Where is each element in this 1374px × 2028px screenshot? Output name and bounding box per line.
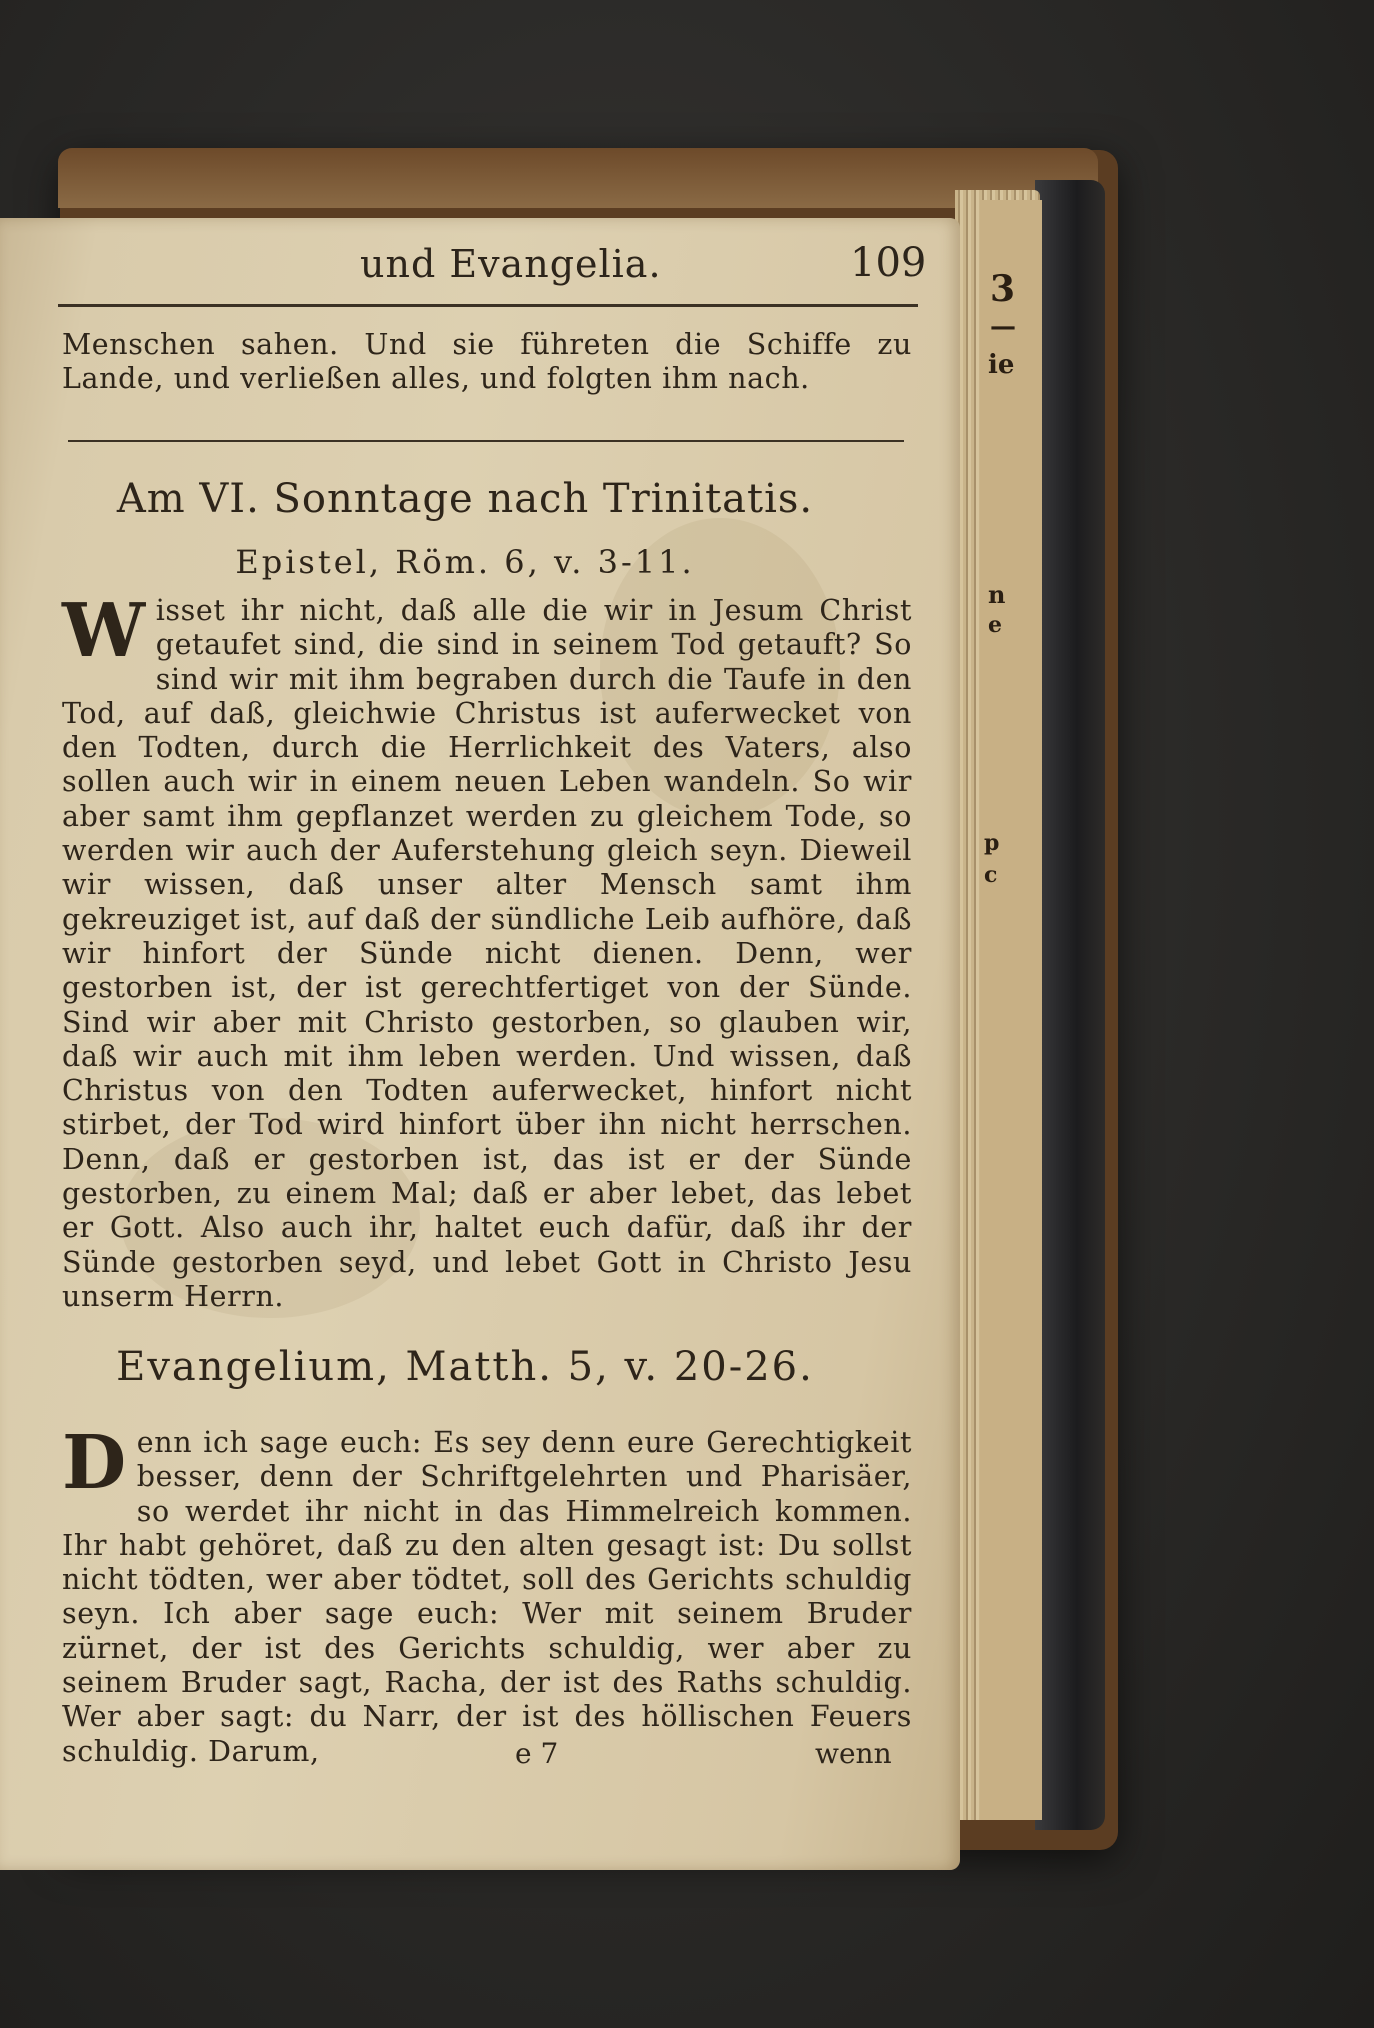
section-divider xyxy=(68,440,904,442)
opening-paragraph: Menschen sahen. Und sie führeten die Schiffe zu Lande, und verließen alles, und folgten ihm nach. xyxy=(62,328,912,396)
gospel-drop-cap: D xyxy=(62,1420,127,1506)
section-title: Am VI. Sonntage nach Trinitatis. xyxy=(116,476,814,522)
next-page-fragment: n xyxy=(988,580,1006,609)
next-page-fragment: ie xyxy=(988,350,1015,380)
signature-mark: e 7 xyxy=(515,1737,559,1770)
epistle-drop-cap: W xyxy=(62,588,146,674)
page-number: 109 xyxy=(850,240,927,286)
next-page-strip xyxy=(980,200,1042,1820)
epistle-paragraph xyxy=(62,588,912,1314)
epistle-text: isset ihr nicht, daß alle die wir in Jesum Christ getaufet sind, die sind in seinem Tod getauft? So sind wir mit ihm begraben durch die Taufe in den Tod, auf daß, gleichwie Christus ist auferwecket von den Todten, durch die Herrlichkeit des Vaters, also sollen auch wir in einem neuen Leben wandeln. So wir aber samt ihm gepflanzet werden zu gleichem Tode, so werden wir auch der Auferstehung gleich seyn. Dieweil wir wissen, daß unser alter Mensch samt ihm gekreuziget ist, auf daß der sündliche Leib aufhöre, daß wir hinfort der Sünde nicht dienen. Denn, wer gestorben ist, der ist gerechtfertiget von der Sünde. Sind wir aber mit Christo gestorben, so glauben wir, daß wir auch mit ihm leben werden. Und wissen, daß Christus von den Todten auferwecket, hinfort nicht stirbet, der Tod wird hinfort über ihn nicht herrschen. Denn, daß er gestorben ist, das ist er der Sünde gestorben, zu einem Mal; daß er aber lebet, das lebet er Gott. Also auch ihr, haltet euch dafür, daß ihr der Sünde gestorben seyd, und lebet Gott in Christo Jesu unserm Herrn. xyxy=(62,594,912,1313)
gospel-text: enn ich sage euch: Es sey denn eure Gerechtigkeit besser, denn der Schriftgelehrten und Pharisäer, so werdet ihr nicht in das Himmelreich kommen. Ihr habt gehöret, daß zu den alten gesagt ist: Du sollst nicht tödten, wer aber tödtet, soll des Gerichts schuldig seyn. Ich aber sage euch: Wer mit seinem Bruder zürnet, der ist des Gerichts schuldig, wer aber zu seinem Bruder sagt, Racha, der ist des Raths schuldig. Wer aber sagt: du Narr, der ist des höllischen Feuers schuldig. Darum, xyxy=(62,1426,912,1768)
epistle-heading: Epistel, Röm. 6, v. 3-11. xyxy=(235,543,695,581)
next-page-fragment: p xyxy=(984,830,1000,856)
book-cover-top-edge xyxy=(58,148,1098,208)
next-page-fragment: 3 xyxy=(990,268,1016,310)
catchword: wenn xyxy=(815,1737,892,1770)
gospel-heading: Evangelium, Matth. 5, v. 20-26. xyxy=(116,1344,814,1390)
next-page-fragment: c xyxy=(984,862,998,888)
header-rule xyxy=(58,304,918,307)
gospel-paragraph xyxy=(62,1420,912,1769)
next-page-fragment: — xyxy=(990,312,1016,342)
book-spine xyxy=(1035,180,1105,1830)
running-head-title: und Evangelia. xyxy=(360,242,662,286)
next-page-fragment: e xyxy=(988,612,1002,638)
